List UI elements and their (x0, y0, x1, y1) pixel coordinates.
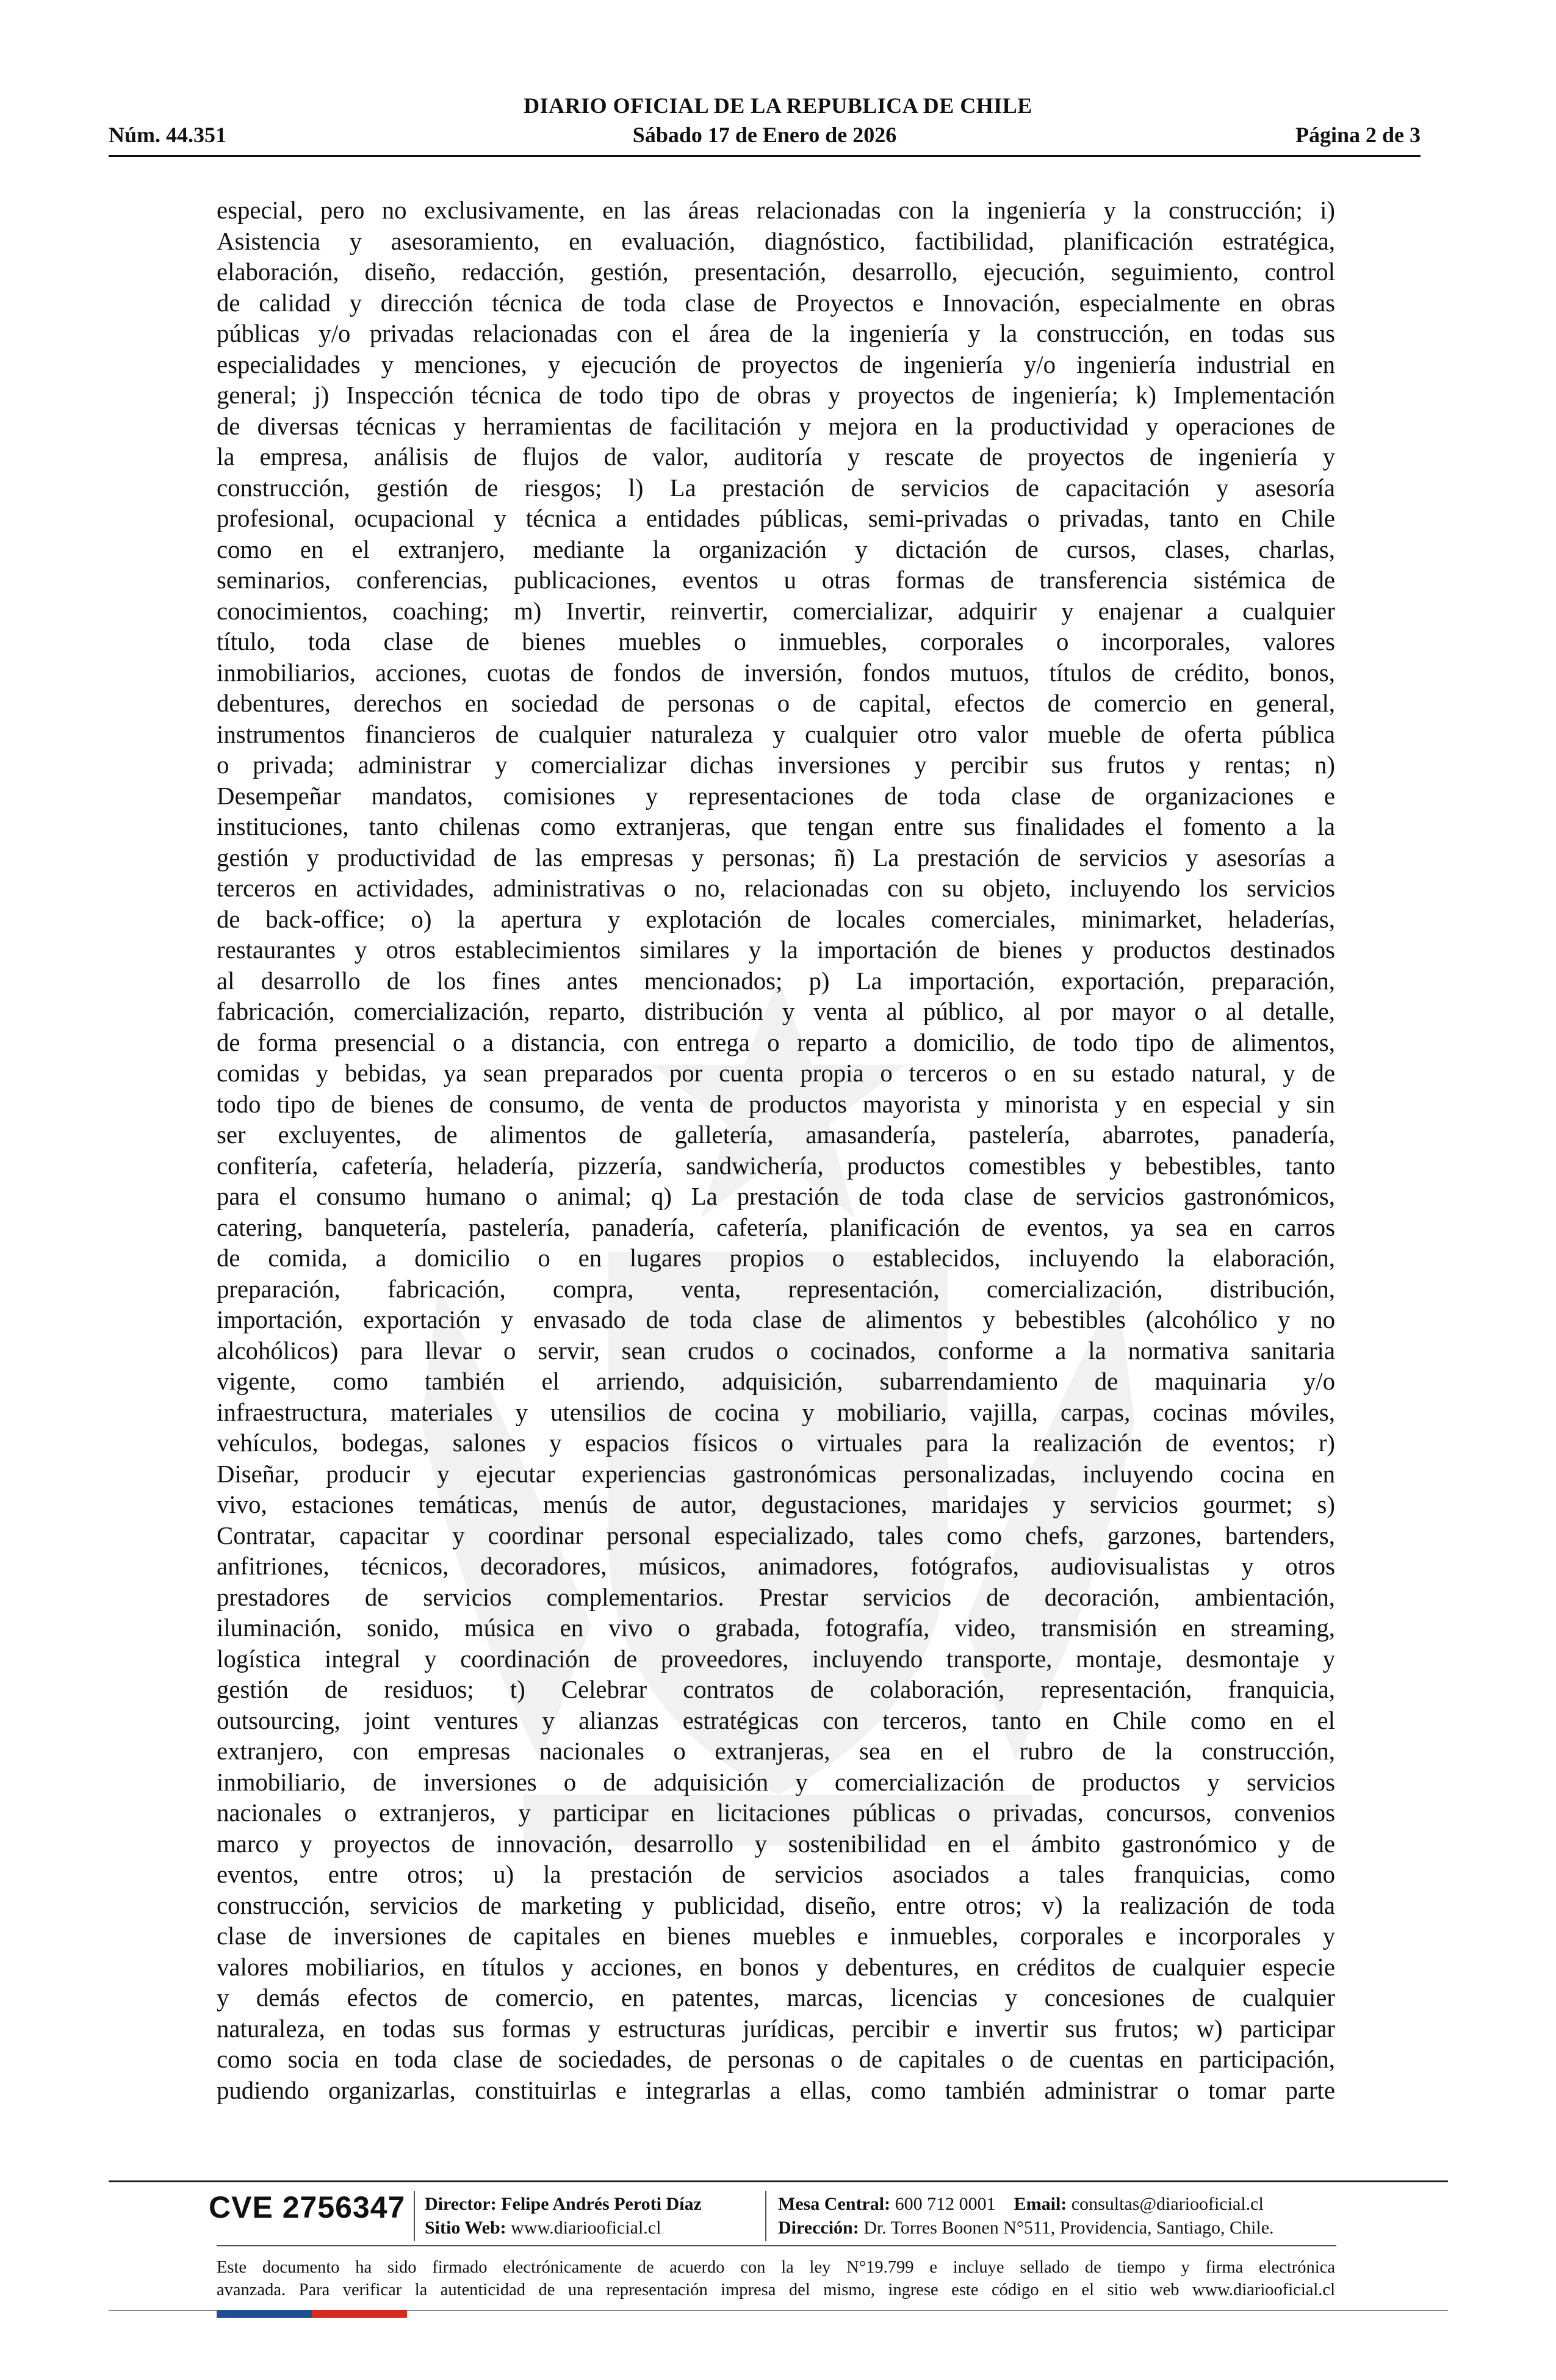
body-line: al desarrollo de los fines antes mencionados; p) La importación, exportación, preparación, (217, 967, 1335, 995)
body-line: título, toda clase de bienes muebles o inmuebles, corporales o incorporales, valores (217, 628, 1335, 655)
body-line: inmobiliario, de inversiones o de adquisición y comercialización de productos y servicios (217, 1768, 1335, 1796)
body-line: de forma presencial o a distancia, con entrega o reparto a domicilio, de todo tipo de alimentos, (217, 1028, 1335, 1056)
body-line: general; j) Inspección técnica de todo tipo de obras y proyectos de ingeniería; k) Implementación (217, 381, 1335, 409)
signature-notice-line: Este documento ha sido firmado electrónicamente de acuerdo con la ley N°19.799 e incluye sellado de tiempo y firma electrónica (217, 2258, 1335, 2277)
mesa-central-phone: 600 712 0001 (895, 2194, 996, 2214)
mesa-central-label: Mesa Central: (778, 2194, 891, 2214)
email-link[interactable]: consultas@diariooficial.cl (1071, 2194, 1264, 2214)
body-line: ser excluyentes, de alimentos de galletería, amasandería, pastelería, abarrotes, panadería, (217, 1121, 1335, 1149)
body-line: elaboración, diseño, redacción, gestión, presentación, desarrollo, ejecución, seguimiento, control (217, 258, 1335, 286)
body-line: preparación, fabricación, compra, venta, representación, comercialización, distribución, (217, 1275, 1335, 1303)
flag-stripe-red (312, 2310, 407, 2318)
header-row (109, 122, 1421, 150)
body-line: terceros en actividades, administrativas o no, relacionadas con su objeto, incluyendo los servicios (217, 874, 1335, 902)
body-line: de comida, a domicilio o en lugares propios o establecidos, incluyendo la elaboración, (217, 1244, 1335, 1272)
footer-divider-top (109, 2180, 1448, 2182)
body-line: prestadores de servicios complementarios. Prestar servicios de decoración, ambientación, (217, 1583, 1335, 1611)
issue-date: Sábado 17 de Enero de 2026 (632, 123, 897, 147)
body-line: de diversas técnicas y herramientas de facilitación y mejora en la productividad y operaciones de (217, 412, 1335, 440)
body-line: fabricación, comercialización, reparto, distribución y venta al público, al por mayor o al detalle, (217, 998, 1335, 1025)
body-line: extranjero, con empresas nacionales o extranjeras, sea en el rubro de la construcción, (217, 1737, 1335, 1765)
flag-stripe-blue (217, 2310, 312, 2318)
body-line: outsourcing, joint ventures y alianzas estratégicas con terceros, tanto en Chile como en el (217, 1706, 1335, 1734)
website-link[interactable]: www.diariooficial.cl (511, 2218, 661, 2238)
body-line: o privada; administrar y comercializar dichas inversiones y percibir sus frutos y rentas; n) (217, 751, 1335, 779)
body-line: restaurantes y otros establecimientos similares y la importación de bienes y productos destinados (217, 936, 1335, 964)
address-label: Dirección: (778, 2218, 859, 2238)
body-line: valores mobiliarios, en títulos y acciones, en bonos y debentures, en créditos de cualquier especie (217, 1953, 1335, 1981)
body-line: alcohólicos) para llevar o servir, sean crudos o cocinados, conforme a la normativa sanitaria (217, 1336, 1335, 1365)
body-line: como socia en toda clase de sociedades, de personas o de capitales o de cuentas en participación, (217, 2046, 1335, 2073)
body-line: debentures, derechos en sociedad de personas o de capital, efectos de comercio en general, (217, 690, 1335, 717)
footer-director-block (425, 2192, 702, 2240)
body-line: la empresa, análisis de flujos de valor, auditoría y rescate de proyectos de ingeniería y (217, 443, 1335, 471)
body-line: vivo, estaciones temáticas, menús de autor, degustaciones, maridajes y servicios gourmet; s) (217, 1491, 1335, 1518)
flag-stripe (217, 2310, 407, 2318)
body-line: especialidades y menciones, y ejecución de proyectos de ingeniería y/o ingeniería industrial en (217, 350, 1335, 378)
body-line: naturaleza, en todas sus formas y estructuras jurídicas, percibir e invertir sus frutos; w) participar (217, 2014, 1335, 2043)
body-line: Contratar, capacitar y coordinar personal especializado, tales como chefs, garzones, bartenders, (217, 1521, 1335, 1549)
body-line: especial, pero no exclusivamente, en las áreas relacionadas con la ingeniería y la construcción; i) (217, 197, 1335, 224)
body-line: construcción, servicios de marketing y publicidad, diseño, entre otros; v) la realización de toda (217, 1891, 1335, 1919)
body-line: comidas y bebidas, ya sean preparados por cuenta propia o terceros o en su estado natural, y de (217, 1059, 1335, 1087)
body-line: confitería, cafetería, heladería, pizzería, sandwichería, productos comestibles y bebestibles, tanto (217, 1152, 1335, 1180)
body-line: instituciones, tanto chilenas como extranjeras, que tengan entre sus finalidades el fomento a la (217, 813, 1335, 840)
body-line: clase de inversiones de capitales en bienes muebles e inmuebles, corporales e incorporales y (217, 1922, 1335, 1950)
signature-notice-line: avanzada. Para verificar la autenticidad de una representación impresa del mismo, ingrese este código en el sitio web www.diariooficial.cl (217, 2281, 1335, 2299)
body-line: de back-office; o) la apertura y explotación de locales comerciales, minimarket, heladerías, (217, 905, 1335, 933)
body-line: conocimientos, coaching; m) Invertir, reinvertir, comercializar, adquirir y enajenar a cualquier (217, 597, 1335, 625)
body-line: construcción, gestión de riesgos; l) La prestación de servicios de capacitación y asesoría (217, 474, 1335, 502)
footer-separator (414, 2191, 415, 2241)
body-line: y demás efectos de comercio, en patentes, marcas, licencias y concesiones de cualquier (217, 1984, 1335, 2011)
body-line: inmobiliarios, acciones, cuotas de fondos de inversión, fondos mutuos, títulos de crédito, bonos, (217, 658, 1335, 687)
publication-body (217, 195, 1335, 2106)
body-line: seminarios, conferencias, publicaciones, eventos u otras formas de transferencia sistémica de (217, 566, 1335, 594)
page-indicator: Página 2 de 3 (1295, 123, 1421, 147)
body-line: eventos, entre otros; u) la prestación de servicios asociados a tales franquicias, como (217, 1861, 1335, 1888)
body-line: pudiendo organizarlas, constituirlas e integrarlas a ellas, como también administrar o tomar parte (217, 2076, 1335, 2104)
body-line: como en el extranjero, mediante la organización y dictación de cursos, clases, charlas, (217, 535, 1335, 563)
body-line: públicas y/o privadas relacionadas con el área de la ingeniería y la construcción, en todas sus (217, 320, 1335, 347)
signature-notice (217, 2256, 1335, 2301)
body-line: profesional, ocupacional y técnica a entidades públicas, semi-privadas o privadas, tanto en Chile (217, 505, 1335, 532)
body-line: iluminación, sonido, música en vivo o grabada, fotografía, video, transmisión en streaming, (217, 1614, 1335, 1642)
body-line: Asistencia y asesoramiento, en evaluación, diagnóstico, factibilidad, planificación estratégica, (217, 227, 1335, 255)
body-line: vehículos, bodegas, salones y espacios físicos o virtuales para la realización de eventos; r) (217, 1429, 1335, 1457)
body-line: todo tipo de bienes de consumo, de venta de productos mayorista y minorista y en especial y sin (217, 1090, 1335, 1118)
issue-number: Núm. 44.351 (109, 123, 227, 147)
body-line: gestión de residuos; t) Celebrar contratos de colaboración, representación, franquicia, (217, 1676, 1335, 1703)
body-line: vigente, como también el arriendo, adquisición, subarrendamiento de maquinaria y/o (217, 1368, 1335, 1395)
newspaper-title: DIARIO OFICIAL DE LA REPUBLICA DE CHILE (524, 93, 1032, 118)
director-name: Felipe Andrés Peroti Díaz (501, 2194, 702, 2214)
cve-code: CVE 2756347 (209, 2190, 406, 2224)
email-label: Email: (1014, 2194, 1067, 2214)
body-line: instrumentos financieros de cualquier naturaleza y cualquier otro valor mueble de oferta pública (217, 720, 1335, 748)
body-line: nacionales o extranjeros, y participar en licitaciones públicas o privadas, concursos, convenios (217, 1799, 1335, 1826)
body-line: marco y proyectos de innovación, desarrollo y sostenibilidad en el ámbito gastronómico y de (217, 1830, 1335, 1858)
body-line: importación, exportación y envasado de toda clase de alimentos y bebestibles (alcohólico y no (217, 1306, 1335, 1333)
director-label: Director: (425, 2194, 497, 2214)
body-line: infraestructura, materiales y utensilios de cocina y mobiliario, vajilla, carpas, cocinas móviles, (217, 1398, 1335, 1426)
address-text: Dr. Torres Boonen N°511, Providencia, Santiago, Chile. (863, 2218, 1274, 2238)
header-divider (109, 155, 1421, 157)
body-line: catering, banquetería, pastelería, panadería, cafetería, planificación de eventos, ya sea en carros (217, 1213, 1335, 1241)
footer-separator (765, 2191, 766, 2241)
body-line: Desempeñar mandatos, comisiones y representaciones de toda clase de organizaciones e (217, 782, 1335, 810)
body-line: Diseñar, producir y ejecutar experiencias gastronómicas personalizadas, incluyendo cocina en (217, 1460, 1335, 1488)
website-label: Sitio Web: (425, 2218, 506, 2238)
body-line: de calidad y dirección técnica de toda clase de Proyectos e Innovación, especialmente en obras (217, 289, 1335, 317)
footer-contact-block (778, 2192, 1274, 2240)
body-line: para el consumo humano o animal; q) La prestación de toda clase de servicios gastronómicos, (217, 1183, 1335, 1210)
body-line: gestión y productividad de las empresas y personas; ñ) La prestación de servicios y asesorías a (217, 843, 1335, 871)
body-line: logística integral y coordinación de proveedores, incluyendo transporte, montaje, desmontaje y (217, 1645, 1335, 1673)
body-line: anfitriones, técnicos, decoradores, músicos, animadores, fotógrafos, audiovisualistas y otros (217, 1552, 1335, 1580)
footer-divider-middle (217, 2245, 1336, 2246)
